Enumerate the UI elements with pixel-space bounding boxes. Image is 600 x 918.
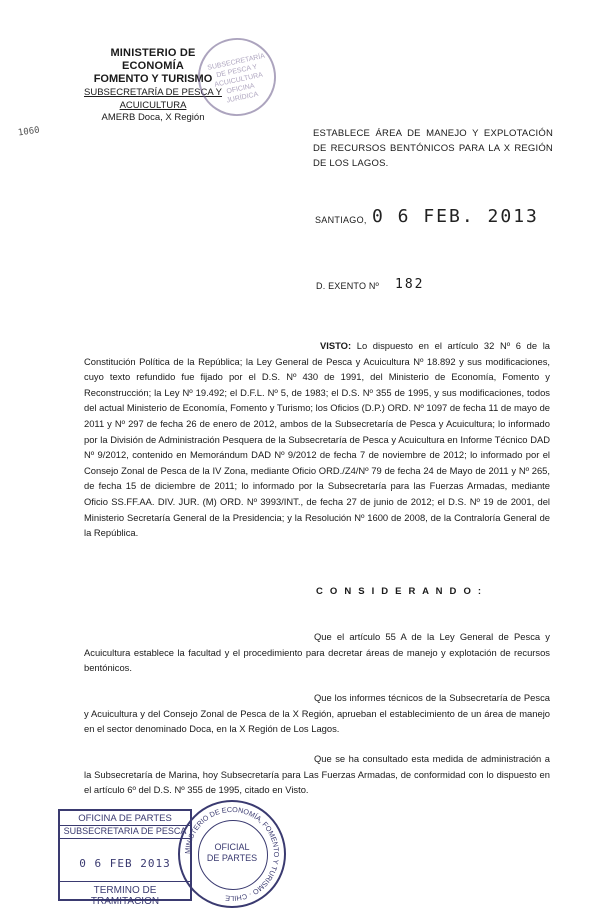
stamp-office-line2: SUBSECRETARIA DE PESCA bbox=[60, 826, 190, 839]
seal-center-text bbox=[180, 842, 284, 864]
decree-title: ESTABLECE ÁREA DE MANEJO Y EXPLOTACIÓN DE RECURSOS BENTÓNICOS PARA LA X REGIÓN DE LOS LAGOS. bbox=[313, 128, 553, 169]
place-label: SANTIAGO, bbox=[315, 215, 367, 225]
svg-text:MINISTERIO DE ECONOMÍA, FOMENT: MINISTERIO DE ECONOMÍA, FOMENTO Y TURISMO · CHILE bbox=[182, 804, 282, 904]
ministry-round-seal bbox=[178, 800, 286, 908]
subsecretaria-name: SUBSECRETARÍA DE PESCA Y ACUICULTURA bbox=[84, 87, 222, 111]
margin-handwritten-note: 1060 bbox=[17, 125, 41, 139]
stamp-office-line1: OFICINA DE PARTES bbox=[60, 813, 190, 826]
considerando-item: Que el artículo 55 A de la Ley General de Pesca y Acuicultura establece la facultad y el procedimiento para decretar áreas de manejo y explotación de recursos bentónicos. bbox=[84, 631, 550, 674]
seal-center-line1: OFICIAL bbox=[214, 842, 250, 852]
stamp-office-date: 0 6 FEB 2013 bbox=[79, 857, 171, 870]
considerando-item: Que los informes técnicos de la Subsecretaría de Pesca y Acuicultura y del Consejo Zonal de Pesca de la X Región, aprueban el establecimiento de un área de manejo en el sector denominado Doca, en la X Región de Los Lagos. bbox=[84, 692, 550, 735]
oficina-partes-stamp bbox=[58, 809, 192, 907]
ministry-name: MINISTERIO DE ECONOMÍA bbox=[110, 47, 196, 72]
seal-center-line2: DE PARTES bbox=[206, 853, 258, 863]
reference-code: AMERB Doca, X Región bbox=[101, 112, 205, 123]
considerando-item: Que se ha consultado esta medida de administración a la Subsecretaría de Marina, hoy Subsecretaría para Las Fuerzas Armadas, de conformidad con lo dispuesto en el artículo 6º del D.S. Nº 355 de 1995, citado en Visto. bbox=[84, 753, 550, 796]
visto-text: Lo dispuesto en el artículo 32 Nº 6 de la Constitución Política de la República; la Ley General de Pesca y Acuicultura Nº 18.892 y sus modificaciones, cuyo texto refundido fue fijado por el D.S. Nº 430 de 1991, del Ministerio de Economía, Fomento y Reconstrucción; la Ley Nº 19.492; el D.F.L. Nº 5, de 1983; el D.S. Nº 355 de 1995, y sus modificaciones, todos del actual Ministerio de Economía, Fomento y Turismo; los Oficios (D.P.) ORD. Nº 1097 de fecha 11 de mayo de 2011 y Nº 297 de fecha 26 de enero de 2012, ambos de la Subsecretaría de Pesca y Acuicultura; lo informado por la División de Administración Pesquera de la Subsecretaría de Pesca y Acuicultura en Informe Técnico DAD Nº 9/2012, contenido en Memorándum DAD Nº 9/2012 de fecha 7 de noviembre de 2012; lo informado por el Consejo Zonal de Pesca de la IV Zona, mediante Oficio ORD./Z4/Nº 79 de fecha 24 de Mayo de 2011 y Nº 265, de fecha 15 de diciembre de 2011; lo informado por la Subsecretaría para las Fuerzas Armadas, mediante Oficio SS.FF.AA. DIV. JUR. (M) ORD. Nº 3993/INT., de fecha 27 de junio de 2012; el D.S. Nº 19 de 2001, del Ministerio Secretaría General de la Presidencia; y la Resolución Nº 1600 de 2008, de la Contraloría General de la República. bbox=[84, 340, 550, 539]
visto-label: VISTO: bbox=[320, 340, 352, 351]
legal-office-stamp-text: SUBSECRETARÍA DE PESCA Y ACUICULTURA OFICINA JURÍDICA bbox=[206, 52, 266, 105]
decree-number-label: D. EXENTO Nº bbox=[316, 281, 380, 291]
stamp-office-line4: TERMINO DE TRAMITACION bbox=[60, 881, 190, 907]
ministry-subtitle: FOMENTO Y TURISMO bbox=[93, 73, 213, 85]
decree-number: 182 bbox=[395, 277, 425, 292]
visto-paragraph bbox=[84, 338, 550, 541]
considerando-heading: C O N S I D E R A N D O : bbox=[316, 586, 484, 597]
decree-date: 0 6 FEB. 2013 bbox=[372, 206, 539, 227]
